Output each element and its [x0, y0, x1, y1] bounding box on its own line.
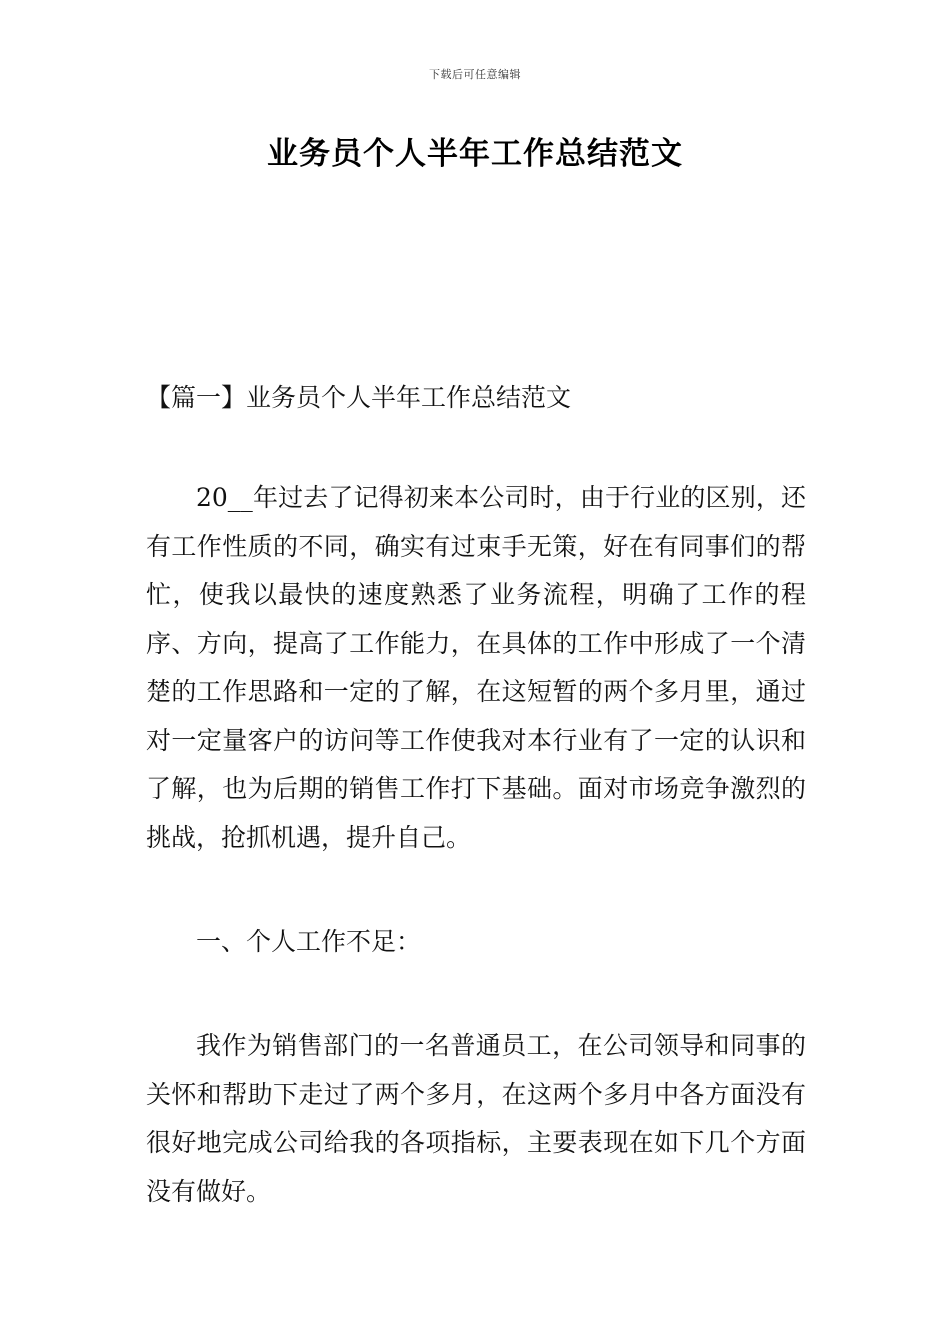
sub-heading: 一、个人工作不足： — [196, 927, 422, 956]
body-paragraph: 20__年过去了记得初来本公司时，由于行业的区别，还有工作性质的不同，确实有过束手无策，好在有同事们的帮忙，使我以最快的速度熟悉了业务流程，明确了工作的程序、方向，提高了工作能力，在具体的工作中形成了一个清楚的工作思路和一定的了解，在这短暂的两个多月里，通过对一定量客户的访问等工作使我对本行业有了一定的认识和了解，也为后期的销售工作打下基础。面对市场竞争激烈的挑战，抢抓机遇，提升自己。 — [146, 483, 806, 852]
body-paragraph: 我作为销售部门的一名普通员工，在公司领导和同事的关怀和帮助下走过了两个多月，在这两个多月中各方面没有很好地完成公司给我的各项指标，主要表现在如下几个方面没有做好。 — [146, 1031, 806, 1206]
document-title: 业务员个人半年工作总结范文 — [267, 136, 683, 172]
section-heading: 【篇一】业务员个人半年工作总结范文 — [146, 383, 572, 412]
header-note: 下载后可任意编辑 — [429, 68, 521, 81]
